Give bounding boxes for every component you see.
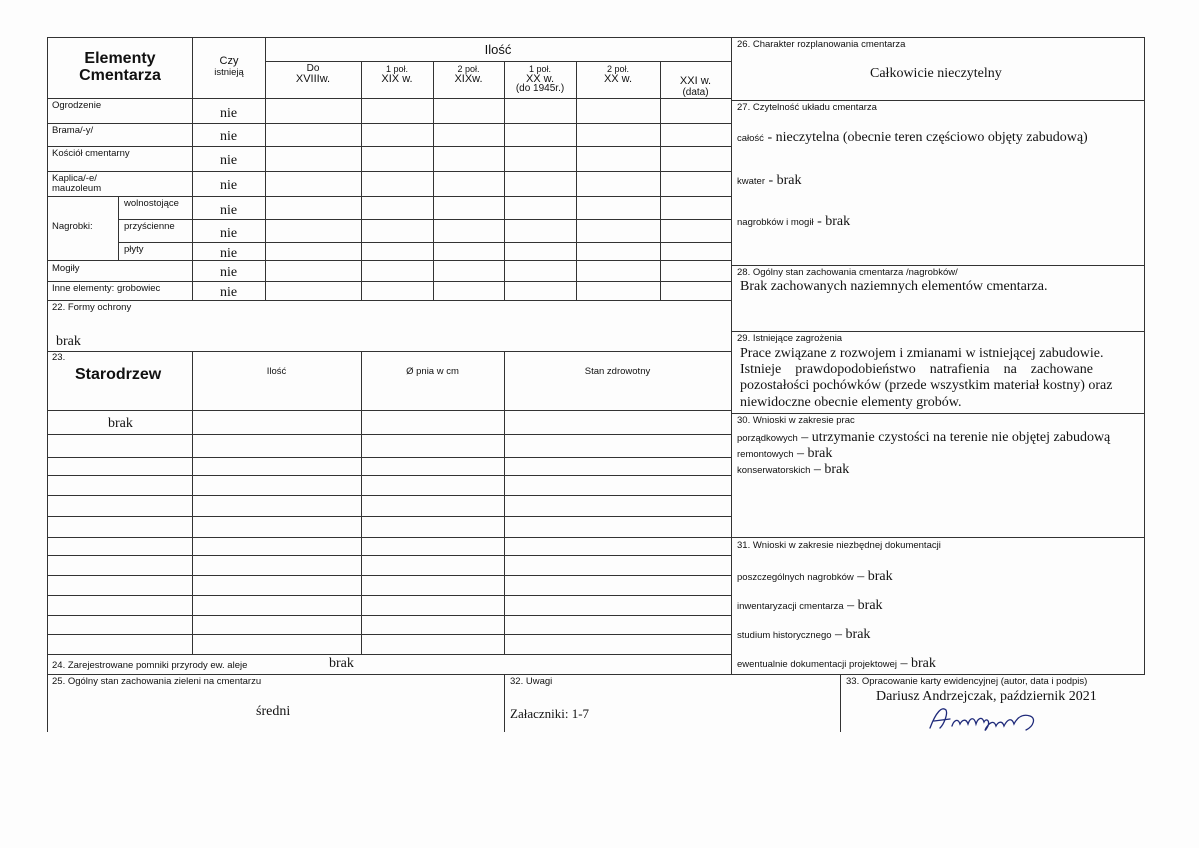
remarks-label: 32. Uwagi [510, 676, 553, 687]
doc-item-value: – brak [853, 569, 893, 584]
elements-title-line2: Cmentarza [79, 67, 161, 84]
row-label-plyty: płyty [124, 244, 144, 255]
row-label-kaplica-line2: mauzoleum [52, 183, 102, 194]
legibility-quarters [737, 171, 802, 189]
period-line: 1 poł. [385, 64, 409, 74]
legibility-whole-value: - nieczytelna (obecnie teren częściowo objęty zabudową) [763, 130, 1088, 145]
period-line: (data) [682, 87, 709, 98]
row-value-wolnostojace: nie [220, 203, 238, 218]
period-header [361, 64, 433, 84]
period-line: XX w. [525, 73, 555, 85]
old-trees-number: 23. [52, 352, 66, 363]
row-label-mogily: Mogiły [52, 263, 80, 274]
old-trees-col-diameter: Ø pnia w cm [406, 366, 459, 377]
row-value-przyscienne: nie [220, 226, 238, 241]
works-conserv [737, 460, 849, 478]
row-value-ogrodzenie: nie [220, 106, 238, 121]
author-signature [926, 704, 1056, 734]
signature-icon [926, 704, 1056, 734]
row-value-kaplica: nie [220, 178, 238, 193]
greenery-state-label: 25. Ogólny stan zachowania zieleni na cmentarzu [52, 676, 262, 687]
period-header [265, 64, 361, 84]
legibility-graves-label: nagrobków i mogił [737, 217, 814, 228]
card-author-label: 33. Opracowanie karty ewidencyjnej (autor, data i podpis) [846, 676, 1088, 687]
works-repair-value: – brak [793, 446, 833, 461]
layout-character-value: Całkowicie nieczytelny [870, 66, 1002, 81]
period-line: XX w. [603, 73, 633, 85]
threats-line1: Prace związane z rozwojem i zmianami w istniejącej zabudowie. [740, 346, 1104, 361]
quantity-header: Ilość [484, 42, 512, 57]
elements-title [48, 50, 192, 84]
documentation-label: 31. Wnioski w zakresie niezbędnej dokumentacji [737, 540, 941, 551]
nature-monuments-label: 24. Zarejestrowane pomniki przyrody ew. aleje [52, 660, 248, 671]
legibility-quarters-value: - brak [764, 173, 802, 188]
doc-item [737, 596, 883, 614]
period-line: (do 1945r.) [515, 83, 565, 94]
layout-character-label: 26. Charakter rozplanowania cmentarza [737, 39, 906, 50]
doc-item [737, 567, 893, 585]
period-header [504, 64, 576, 94]
remarks-value: Załaczniki: 1-7 [510, 706, 590, 721]
legibility-graves [737, 212, 850, 230]
row-value-brama: nie [220, 129, 238, 144]
doc-item-value: – brak [843, 598, 883, 613]
works-repair-label: remontowych [737, 449, 794, 460]
period-line: 2 poł. [457, 64, 480, 74]
row-label-wolnostojace: wolnostojące [124, 198, 179, 209]
doc-item [737, 625, 870, 643]
period-line: XXI w. [679, 75, 712, 87]
threats-line2: Istnieje prawdopodobieństwo natrafienia na zachowane [740, 362, 1093, 377]
row-value-mogily: nie [220, 265, 238, 280]
period-line: 2 poł. [606, 64, 630, 74]
row-label-kosciol: Kościół cmentarny [52, 148, 130, 159]
legibility-quarters-label: kwater [737, 176, 765, 187]
doc-item-label: studium historycznego [737, 630, 832, 641]
threats-line3: pozostałości pochówków (przede wszystkim materiał kostny) oraz [740, 378, 1113, 393]
threats-label: 29. Istniejące zagrożenia [737, 333, 843, 344]
works-conclusions-label: 30. Wnioski w zakresie prac [737, 415, 855, 426]
row-label-brama: Brama/-y/ [52, 125, 94, 136]
doc-item-value: – brak [831, 627, 871, 642]
exists-header [193, 56, 265, 78]
protection-forms-value: brak [56, 334, 81, 349]
legibility-whole [737, 128, 1088, 146]
period-header [433, 64, 504, 84]
row-value-inne: nie [220, 285, 238, 300]
card-author-value: Dariusz Andrzejczak, październik 2021 [876, 689, 1097, 704]
doc-item-label: inwentaryzacji cmentarza [737, 601, 844, 612]
period-line: 1 poł. [528, 64, 552, 74]
row-label-ogrodzenie: Ogrodzenie [52, 100, 102, 111]
row-value-plyty: nie [220, 246, 238, 261]
period-line: XIXw. [454, 73, 483, 85]
nagrobki-label: Nagrobki: [52, 221, 93, 232]
row-label-przyscienne: przyścienne [124, 221, 175, 232]
doc-item [737, 654, 936, 672]
row-label-kaplica [52, 174, 101, 194]
old-trees-value: brak [108, 416, 133, 431]
row-value-kosciol: nie [220, 153, 238, 168]
row-label-kaplica-line1: Kaplica/-e/ [52, 173, 97, 184]
preservation-state-label: 28. Ogólny stan zachowania cmentarza /nagrobków/ [737, 267, 958, 278]
doc-item-label: poszczególnych nagrobków [737, 572, 854, 583]
period-header [576, 64, 660, 84]
exists-header-line1: Czy [219, 55, 239, 67]
works-conserv-label: konserwatorskich [737, 465, 811, 476]
period-header [660, 76, 731, 98]
nature-monuments-value: brak [329, 656, 354, 671]
preservation-state-value: Brak zachowanych naziemnych elementów cmentarza. [740, 279, 1048, 294]
elements-title-line1: Elementy [84, 50, 156, 67]
legibility-whole-label: całość [737, 133, 764, 144]
row-label-inne: Inne elementy: grobowiec [52, 283, 161, 294]
period-line: XVIIIw. [295, 73, 331, 85]
period-line: Do [306, 63, 320, 74]
layout-legibility-label: 27. Czytelność układu cmentarza [737, 102, 877, 113]
legibility-graves-value: - brak [813, 214, 851, 229]
old-trees-title: Starodrzew [75, 366, 162, 383]
works-order-label: porządkowych [737, 433, 798, 444]
threats-line4: niewidoczne obecnie elementy grobów. [740, 395, 962, 410]
works-order-value: – utrzymanie czystości na terenie nie objętej zabudową [797, 430, 1111, 445]
doc-item-value: – brak [897, 656, 936, 671]
old-trees-col-health: Stan zdrowotny [584, 366, 651, 377]
protection-forms-label: 22. Formy ochrony [52, 302, 132, 313]
exists-header-line2: istnieją [214, 67, 244, 78]
old-trees-col-quantity: Ilość [266, 366, 287, 377]
period-line: XIX w. [381, 73, 413, 85]
greenery-state-value: średni [256, 704, 291, 719]
doc-item-label: ewentualnie dokumentacji projektowej [737, 659, 898, 670]
works-conserv-value: – brak [810, 462, 850, 477]
